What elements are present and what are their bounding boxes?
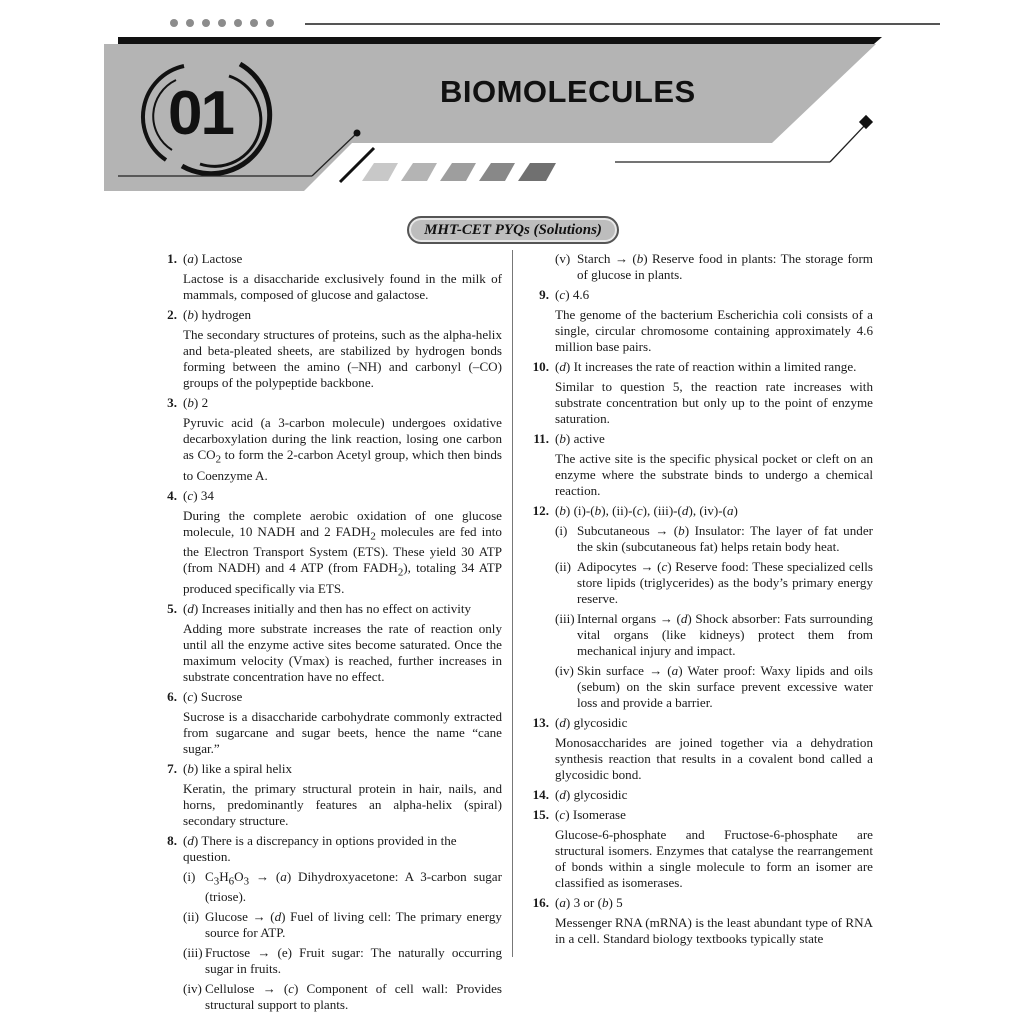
sub-label: (iv) — [555, 663, 574, 678]
answer-text: (d) It increases the rate of reaction within a limited range. — [555, 359, 857, 374]
question-answer-line — [522, 359, 873, 375]
answer-text: (d) glycosidic — [555, 715, 628, 730]
explanation-text: Keratin, the primary structural protein in hair, nails, and horns, predominantly features an alpha-helix (spiral) secondary structure. — [183, 780, 502, 828]
explanation-text: Adding more substrate increases the rate of reaction only until all the enzyme active sites become saturated. Once the maximum velocity (Vmax) is reached, further increases in substrate concentration have no effect. — [183, 620, 502, 684]
question-item — [522, 807, 873, 891]
explanation-text: Pyruvic acid (a 3-carbon molecule) undergoes oxidative decarboxylation during the link reaction, losing one carbon as $CO_2$ to form the 2-carbon Acetyl group, which then binds to Coenzyme A. — [183, 415, 502, 483]
sub-label: (ii) — [183, 909, 199, 925]
question-item — [522, 359, 873, 427]
question-number: 12. — [532, 503, 549, 518]
match-list — [555, 523, 873, 711]
question-number: 5. — [167, 600, 177, 616]
question-answer-line — [522, 503, 873, 519]
question-item — [150, 307, 502, 391]
question-item — [522, 715, 873, 783]
question-number: 14. — [532, 787, 549, 802]
answer-text: (d) Increases initially and then has no effect on activity — [183, 600, 472, 616]
right-column — [522, 251, 873, 951]
question-item — [522, 787, 873, 803]
sub-text: Internal organs → (d) Shock absorber: Fats surrounding vital organs (like kidneys) protect them from mechanical injury and impact. — [577, 611, 873, 658]
question-answer-line — [522, 287, 873, 303]
explanation-text: Lactose is a disaccharide exclusively found in the milk of mammals, composed of glucose and galactose. — [183, 271, 502, 302]
sub-label: (iii) — [183, 945, 203, 961]
sub-text: Glucose → (d) Fuel of living cell: The primary energy source for ATP. — [205, 909, 502, 941]
column-divider — [512, 250, 513, 957]
question-answer-line — [150, 395, 502, 411]
sub-text: Subcutaneous → (b) Insulator: The layer of fat under the skin (subcutaneous fat) helps retain body heat. — [577, 523, 873, 554]
match-item — [555, 663, 873, 711]
answer-text: (d) glycosidic — [555, 787, 628, 802]
continued-match-item — [555, 251, 873, 283]
sub-text: Fructose → (e) Fruit sugar: The naturally occurring sugar in fruits. — [205, 945, 502, 977]
match-item — [555, 611, 873, 659]
question-item — [522, 503, 873, 711]
question-answer-line — [522, 787, 873, 803]
answer-text: (a) Lactose — [183, 251, 243, 266]
question-number: 16. — [532, 895, 549, 910]
question-item — [522, 895, 873, 947]
question-answer-line — [522, 895, 873, 911]
sub-label: (iii) — [555, 611, 575, 626]
answer-text: (b) active — [555, 431, 605, 446]
question-number: 2. — [167, 307, 177, 322]
answer-text: (c) Sucrose — [183, 688, 243, 704]
chapter-title: BIOMOLECULES — [440, 74, 696, 109]
sub-label: (i) — [183, 868, 196, 884]
question-answer-line — [522, 807, 873, 823]
question-number: 4. — [167, 487, 177, 503]
match-item — [183, 981, 502, 1013]
explanation-text: Similar to question 5, the reaction rate increases with substrate concentration but only up to the point of enzyme saturation. — [555, 379, 873, 426]
question-item — [150, 251, 502, 303]
question-answer-line — [150, 307, 502, 323]
question-answer-line — [522, 431, 873, 447]
explanation-text: The active site is the specific physical pocket or cleft on an enzyme where the substrate binds to undergo a chemical reaction. — [555, 451, 873, 498]
sub-text: Skin surface → (a) Water proof: Waxy lipids and oils (sebum) on the skin surface prevent excessive water loss and provide a barrier. — [577, 663, 873, 710]
match-list — [183, 869, 502, 1014]
sub-text: Adipocytes → (c) Reserve food: These specialized cells store lipids (triglycerides) as the body’s primary energy reserve. — [577, 559, 873, 606]
question-item — [150, 395, 502, 484]
question-number: 9. — [539, 287, 549, 302]
question-number: 7. — [167, 760, 177, 776]
question-answer-line — [150, 251, 502, 267]
answer-text: (d) There is a discrepancy in options provided in the question. — [183, 832, 457, 864]
answer-text: (b) hydrogen — [183, 307, 252, 322]
question-item — [150, 833, 502, 1014]
sub-label: (i) — [555, 523, 568, 538]
answer-text: (c) 34 — [183, 487, 214, 503]
left-column — [150, 251, 502, 1017]
question-item — [522, 431, 873, 499]
sub-label: (ii) — [555, 559, 571, 574]
question-number: 8. — [167, 832, 177, 848]
explanation-text: The secondary structures of proteins, such as the alpha-helix and beta-pleated sheets, are stabilized by hydrogen bonds forming between the amino (–NH) and carbonyl (–CO) groups of the polypeptide backbone. — [183, 327, 502, 390]
answer-text: (b) (i)-(b), (ii)-(c), (iii)-(d), (iv)-(a) — [555, 503, 738, 518]
answer-text: (c) Isomerase — [555, 807, 626, 822]
explanation-text: The genome of the bacterium Escherichia coli consists of a single, circular chromosome containing approximately 4.6 million base pairs. — [555, 307, 873, 354]
explanation-text: Messenger RNA (mRNA) is the least abundant type of RNA in a cell. Standard biology textbooks typically state — [555, 915, 873, 946]
match-item — [183, 869, 502, 906]
question-number: 11. — [533, 431, 549, 446]
match-item — [555, 559, 873, 607]
sub-label: (v) — [555, 251, 571, 266]
match-item — [183, 909, 502, 941]
answer-text: (b) 2 — [183, 395, 209, 410]
question-number: 13. — [532, 715, 549, 730]
chapter-number: 01 — [168, 79, 233, 148]
question-item — [150, 601, 502, 685]
sub-text: $C_3H_6O_3 \to (a)$ Dihydroxyacetone: A 3-carbon sugar (triose). — [205, 868, 502, 905]
question-item — [150, 761, 502, 829]
answer-text: (c) 4.6 — [555, 287, 590, 302]
explanation-text: Glucose-6-phosphate and Fructose-6-phosphate are structural isomers. Enzymes that catalyse the rearrangement of bonds within a single molecule to form an isomer are classified as isomerases. — [555, 827, 873, 890]
question-number: 3. — [167, 395, 177, 410]
question-answer-line — [150, 833, 502, 865]
question-number: 15. — [532, 807, 549, 822]
question-item — [150, 488, 502, 597]
sub-text: Cellulose → (c) Component of cell wall: Provides structural support to plants. — [205, 981, 502, 1013]
explanation-text: Monosaccharides are joined together via a dehydration synthesis reaction that results in a covalent bond called a glycosidic bond. — [555, 735, 873, 782]
question-item — [150, 689, 502, 757]
question-answer-line — [150, 689, 502, 705]
explanation-text: Sucrose is a disaccharide carbohydrate commonly extracted from sugarcane and sugar beets, hence the name “cane sugar.” — [183, 708, 502, 756]
question-answer-line — [150, 488, 502, 504]
explanation-text: During the complete aerobic oxidation of one glucose molecule, 10 NADH and 2 $FADH_2$ molecules are fed into the Electron Transport System (ETS). These yield 30 ATP (from NADH) and 4 ATP (from $FADH_2$), totaling 34 ATP produced specifically via ETS. — [183, 507, 502, 596]
match-item — [555, 523, 873, 555]
question-number: 10. — [532, 359, 549, 374]
section-title: MHT-CET PYQs (Solutions) — [407, 216, 619, 244]
question-answer-line — [150, 601, 502, 617]
question-number: 1. — [167, 251, 177, 266]
question-number: 6. — [167, 688, 177, 704]
sub-label: (iv) — [183, 981, 202, 997]
question-answer-line — [150, 761, 502, 777]
sub-text: Starch → (b) Reserve food in plants: The storage form of glucose in plants. — [577, 251, 873, 282]
match-item — [183, 945, 502, 977]
question-item — [522, 287, 873, 355]
answer-text: (a) 3 or (b) 5 — [555, 895, 623, 910]
answer-text: (b) like a spiral helix — [183, 760, 293, 776]
question-answer-line — [522, 715, 873, 731]
